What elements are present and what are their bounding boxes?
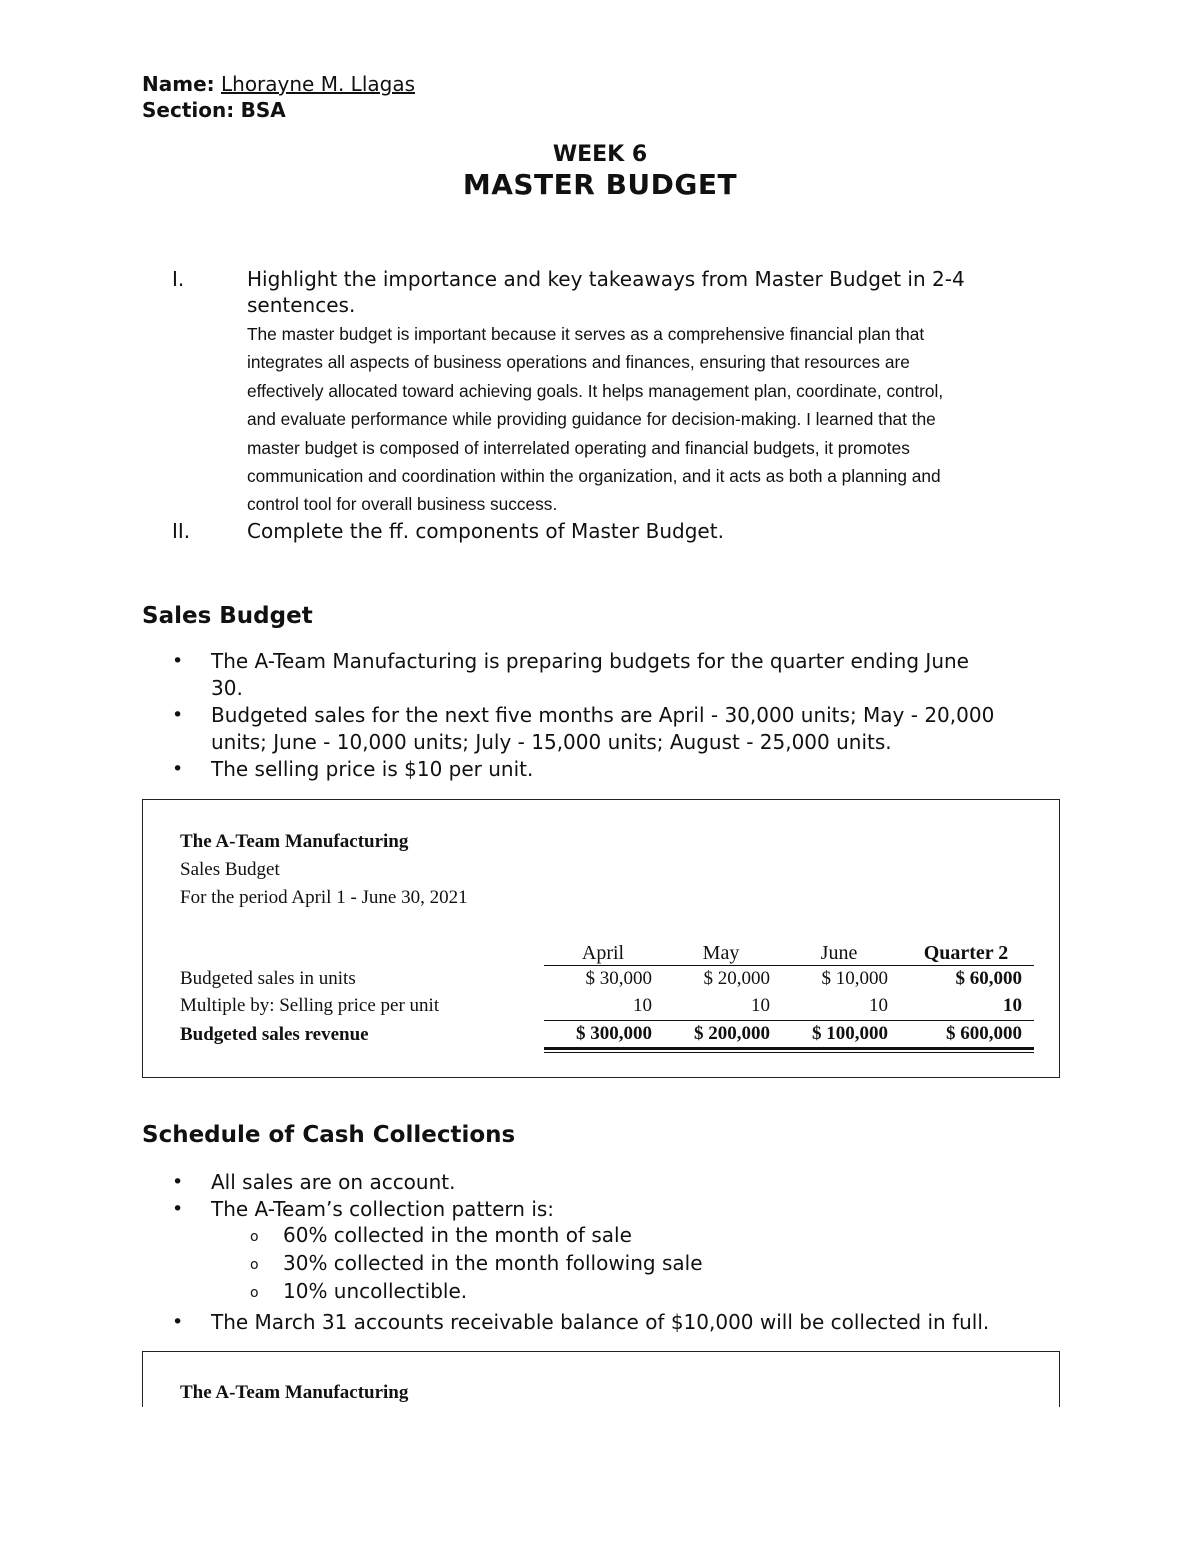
sub-bullet-icon: o	[250, 1285, 259, 1301]
cell-june-units: $ 10,000	[821, 968, 888, 989]
answer-line: The master budget is important because it serves as a comprehensive financial plan that	[247, 324, 925, 344]
statement-period: For the period April 1 - June 30, 2021	[180, 887, 468, 908]
bullet-line: units; June - 10,000 units; July - 15,000 units; August - 25,000 units.	[211, 730, 892, 754]
student-name: Lhorayne M. Llagas	[221, 72, 416, 96]
name-label: Name:	[142, 72, 215, 96]
row-label-revenue: Budgeted sales revenue	[180, 1024, 369, 1045]
section-label: Section:	[142, 98, 235, 122]
cell-may-price: 10	[751, 995, 770, 1016]
row-underline	[544, 1020, 1034, 1021]
bullet-line: The A-Team Manufacturing is preparing budgets for the quarter ending June	[211, 649, 969, 673]
answer-line: communication and coordination within the organization, and it acts as both a planning and	[247, 466, 941, 487]
cash-collections-heading: Schedule of Cash Collections	[142, 1122, 516, 1148]
row-label-sales-units: Budgeted sales in units	[180, 968, 356, 989]
section-value: BSA	[240, 98, 286, 122]
bullet-icon: •	[172, 1198, 184, 1220]
week-heading: WEEK 6	[552, 142, 648, 167]
cash-bullet-3: The March 31 accounts receivable balance of $10,000 will be collected in full.	[211, 1310, 990, 1334]
sub-bullet-icon: o	[250, 1229, 259, 1245]
sub-bullet-icon: o	[250, 1257, 259, 1273]
double-underline-bottom	[544, 1052, 1034, 1053]
header-underline	[544, 965, 1034, 966]
cell-april-price: 10	[633, 995, 652, 1016]
column-header-june: June	[820, 942, 858, 964]
statement-company: The A-Team Manufacturing	[180, 831, 409, 852]
section-line	[142, 98, 286, 122]
cash-statement-company: The A-Team Manufacturing	[180, 1382, 409, 1403]
question-1-line-2: sentences.	[247, 293, 356, 317]
cell-june-revenue: $ 100,000	[812, 1023, 888, 1044]
document-title: MASTER BUDGET	[462, 168, 738, 201]
bullet-icon: •	[172, 704, 184, 726]
cell-quarter-units: $ 60,000	[955, 968, 1022, 989]
question-2-numeral: II.	[172, 519, 191, 543]
answer-line: and evaluate performance while providing guidance for decision-making. I learned that the	[247, 409, 936, 430]
double-underline-top	[544, 1047, 1034, 1050]
column-header-april: April	[581, 942, 625, 964]
bullet-icon: •	[172, 758, 184, 780]
cash-sub-bullet-3: 10% uncollectible.	[283, 1279, 468, 1303]
answer-line: integrates all aspects of business operations and finances, ensuring that resources are	[247, 352, 910, 373]
question-1-numeral: I.	[172, 267, 185, 291]
sales-budget-heading: Sales Budget	[142, 603, 313, 629]
bullet-line: 30.	[211, 676, 243, 700]
question-2-text: Complete the ff. components of Master Budget.	[247, 519, 724, 543]
statement-name: Sales Budget	[180, 859, 280, 880]
cell-quarter-price: 10	[1003, 995, 1022, 1016]
cell-quarter-revenue: $ 600,000	[946, 1023, 1022, 1044]
bullet-icon: •	[172, 1171, 184, 1193]
question-1-text	[247, 266, 1047, 318]
answer-line: master budget is composed of interrelated operating and financial budgets, it promotes	[247, 437, 910, 458]
bullet-icon: •	[172, 650, 184, 672]
cell-april-units: $ 30,000	[585, 968, 652, 989]
cash-sub-bullet-1: 60% collected in the month of sale	[283, 1223, 632, 1247]
name-line	[142, 72, 415, 96]
sales-bullet-1	[211, 648, 1081, 702]
question-1-line-1: Highlight the importance and key takeaways from Master Budget in 2-4	[247, 267, 965, 291]
bullet-line: Budgeted sales for the next five months are April - 30,000 units; May - 20,000	[211, 703, 995, 727]
bullet-icon: •	[172, 1311, 184, 1333]
cash-bullet-2: The A-Team’s collection pattern is:	[211, 1197, 555, 1221]
cell-june-price: 10	[869, 995, 888, 1016]
row-label-price: Multiple by: Selling price per unit	[180, 995, 440, 1016]
cash-bullet-1: All sales are on account.	[211, 1170, 456, 1194]
column-header-may: May	[702, 942, 740, 964]
column-header-quarter: Quarter 2	[923, 942, 1009, 964]
cell-may-units: $ 20,000	[703, 968, 770, 989]
sales-bullet-3: The selling price is $10 per unit.	[211, 757, 534, 781]
sales-bullet-2	[211, 702, 1081, 756]
cell-april-revenue: $ 300,000	[576, 1023, 652, 1044]
answer-line: effectively allocated toward achieving goals. It helps management plan, coordinate, control,	[247, 380, 944, 401]
cash-sub-bullet-2: 30% collected in the month following sale	[283, 1251, 703, 1275]
answer-line: control tool for overall business success.	[247, 494, 558, 515]
cell-may-revenue: $ 200,000	[694, 1023, 770, 1044]
answer-paragraph	[247, 320, 1067, 519]
